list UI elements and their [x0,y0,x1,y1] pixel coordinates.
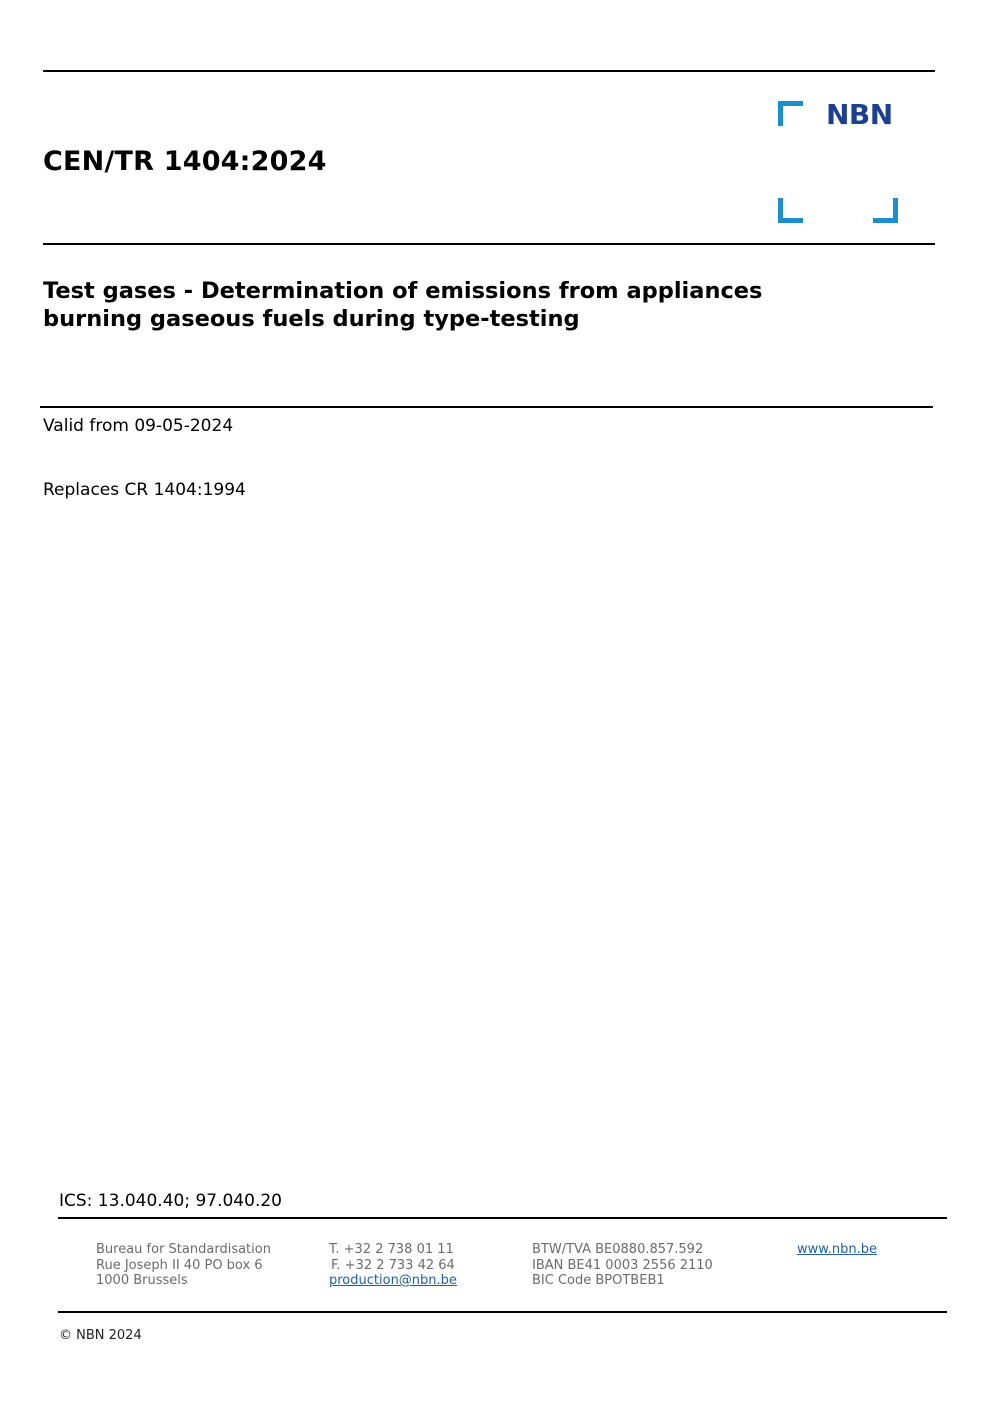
email-link[interactable]: production@nbn.be [329,1273,457,1288]
replaces-note: Replaces CR 1404:1994 [43,480,246,500]
ics-codes: ICS: 13.040.40; 97.040.20 [59,1191,282,1211]
logo-text: NBN [826,98,893,131]
title-line-1: Test gases - Determination of emissions from appliances [43,278,763,304]
fax-number: F. +32 2 733 42 64 [331,1257,455,1273]
document-title [43,277,762,333]
address-line: Rue Joseph II 40 PO box 6 [96,1257,263,1273]
bic-code: BIC Code BPOTBEB1 [532,1273,665,1288]
footer-bottom-rule [58,1311,947,1313]
phone-number: T. +32 2 738 01 11 [329,1242,454,1257]
contact-block [329,1242,457,1289]
address-line: Bureau for Standardisation [96,1242,271,1257]
title-bottom-rule [40,406,933,408]
copyright-notice: © NBN 2024 [59,1328,142,1343]
header-bottom-rule [43,243,935,245]
address-block [96,1242,271,1289]
valid-from: Valid from 09-05-2024 [43,416,234,436]
vat-number: BTW/TVA BE0880.857.592 [532,1242,704,1257]
title-line-2: burning gaseous fuels during type-testing [43,306,580,332]
iban-number: IBAN BE41 0003 2556 2110 [532,1257,713,1273]
document-code: CEN/TR 1404:2024 [43,146,327,177]
website-block [797,1242,877,1258]
website-link[interactable]: www.nbn.be [797,1242,877,1257]
top-rule [43,70,935,72]
address-line: 1000 Brussels [96,1273,188,1288]
footer-top-rule [58,1217,947,1219]
bank-block [532,1242,713,1289]
